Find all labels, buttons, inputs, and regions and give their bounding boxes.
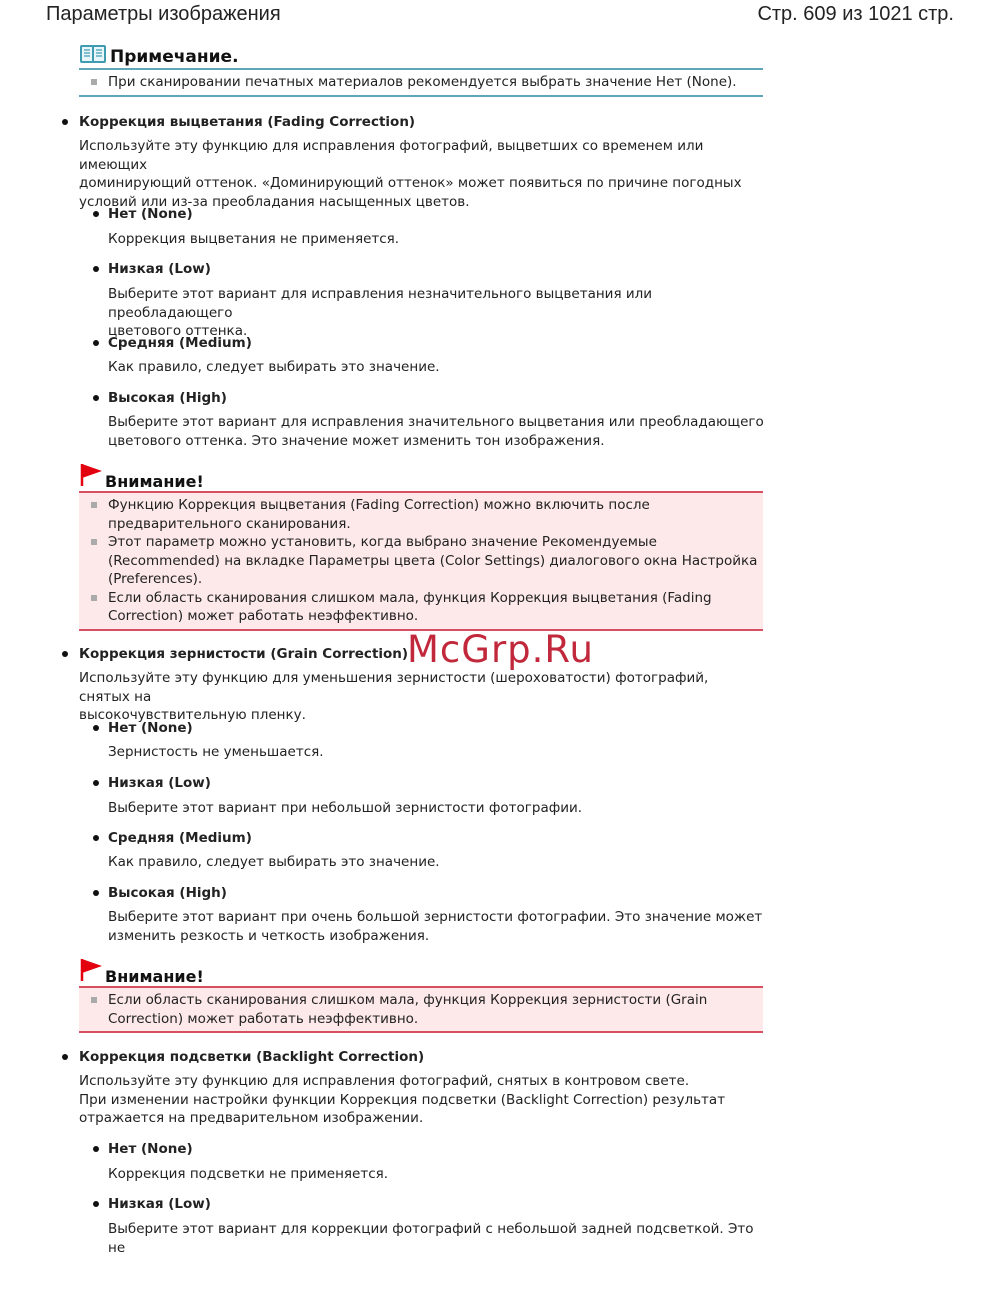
red-flag-icon xyxy=(79,462,103,492)
option-desc: Выберите этот вариант для исправления незначительного выцветания или преобладающего цветового оттенка. xyxy=(108,286,653,339)
bullet-icon xyxy=(62,119,68,125)
option-desc: Выберите этот вариант для коррекции фотографий с небольшой задней подсветкой. Это не xyxy=(108,1221,754,1256)
section-desc-grain: Используйте эту функцию для уменьшения зернистости (шероховатости) фотографий, снятых на высокочувствительную пленку. xyxy=(79,670,709,723)
warning-title: Внимание! xyxy=(105,967,204,986)
bullet-icon xyxy=(93,266,99,272)
option-label: Высокая (High) xyxy=(108,884,227,903)
page-number: Стр. 609 из 1021 стр. xyxy=(757,3,954,25)
section-heading-backlight: Коррекция подсветки (Backlight Correction) xyxy=(79,1048,424,1067)
warning-item: Функцию Коррекция выцветания (Fading Correction) можно включить после предварительного сканирования. xyxy=(79,496,763,533)
section-heading-fading: Коррекция выцветания (Fading Correction) xyxy=(79,113,415,132)
warning-body xyxy=(79,988,763,1033)
square-bullet-icon xyxy=(91,997,97,1003)
bullet-icon xyxy=(62,651,68,657)
bullet-icon xyxy=(93,725,99,731)
warning-box xyxy=(79,465,763,631)
watermark: McGrp.Ru xyxy=(407,628,594,671)
option-desc: Зернистость не уменьшается. xyxy=(108,744,324,760)
option-desc: Выберите этот вариант при небольшой зернистости фотографии. xyxy=(108,800,583,816)
section-desc-backlight: Используйте эту функцию для исправления фотографий, снятых в контровом свете. При изменении настройки функции Коррекция подсветки (Backlight Correction) результат отражается на предварительном изображении. xyxy=(79,1073,726,1126)
bullet-icon xyxy=(93,835,99,841)
red-flag-icon xyxy=(79,957,103,987)
bullet-icon xyxy=(93,211,99,217)
option-label: Низкая (Low) xyxy=(108,1195,211,1214)
option-desc: Выберите этот вариант для исправления значительного выцветания или преобладающего цветового оттенка. Это значение может изменить тон изображения. xyxy=(108,414,764,449)
warning-item: Если область сканирования слишком мала, функция Коррекция зернистости (Grain Correction) может работать неэффективно. xyxy=(79,991,763,1028)
section-desc-fading: Используйте эту функцию для исправления фотографий, выцветших со временем или имеющих доминирующий оттенок. «Доминирующий оттенок» может появиться по причине погодных условий или из-за преобладания насыщенных цветов. xyxy=(79,138,742,210)
note-box xyxy=(79,46,763,97)
warning-item: Этот параметр можно установить, когда выбрано значение Рекомендуемые (Recommended) на вкладке Параметры цвета (Color Settings) диалогового окна Настройка (Preferences). xyxy=(79,533,763,589)
option-label: Нет (None) xyxy=(108,205,193,224)
bullet-icon xyxy=(93,340,99,346)
option-label: Нет (None) xyxy=(108,719,193,738)
option-label: Высокая (High) xyxy=(108,389,227,408)
section-heading-grain: Коррекция зернистости (Grain Correction) xyxy=(79,645,408,664)
note-title: Примечание. xyxy=(110,46,239,67)
warning-header xyxy=(79,465,763,491)
page-title: Параметры изображения xyxy=(46,3,281,25)
option-label: Низкая (Low) xyxy=(108,260,211,279)
bullet-icon xyxy=(93,1146,99,1152)
option-label: Средняя (Medium) xyxy=(108,829,252,848)
note-body xyxy=(79,70,763,95)
square-bullet-icon xyxy=(91,595,97,601)
warning-box xyxy=(79,960,763,1033)
square-bullet-icon xyxy=(91,79,97,85)
option-desc: Выберите этот вариант при очень большой зернистости фотографии. Это значение может изменить резкость и четкость изображения. xyxy=(108,909,763,944)
note-header xyxy=(79,46,763,68)
square-bullet-icon xyxy=(91,502,97,508)
bullet-icon xyxy=(62,1054,68,1060)
note-item: При сканировании печатных материалов рекомендуется выбрать значение Нет (None). xyxy=(79,73,763,92)
warning-header xyxy=(79,960,763,986)
bullet-icon xyxy=(93,1201,99,1207)
option-desc: Как правило, следует выбирать это значение. xyxy=(108,359,440,375)
option-desc: Коррекция выцветания не применяется. xyxy=(108,231,400,247)
book-icon xyxy=(79,44,107,70)
option-desc: Как правило, следует выбирать это значение. xyxy=(108,854,440,870)
option-desc: Коррекция подсветки не применяется. xyxy=(108,1166,389,1182)
bullet-icon xyxy=(93,780,99,786)
warning-body xyxy=(79,493,763,631)
square-bullet-icon xyxy=(91,539,97,545)
bullet-icon xyxy=(93,395,99,401)
note-bottom-divider xyxy=(79,95,763,97)
option-label: Нет (None) xyxy=(108,1140,193,1159)
bullet-icon xyxy=(93,890,99,896)
warning-item: Если область сканирования слишком мала, функция Коррекция выцветания (Fading Correction) может работать неэффективно. xyxy=(79,589,763,626)
option-label: Низкая (Low) xyxy=(108,774,211,793)
option-label: Средняя (Medium) xyxy=(108,334,252,353)
warning-title: Внимание! xyxy=(105,472,204,491)
